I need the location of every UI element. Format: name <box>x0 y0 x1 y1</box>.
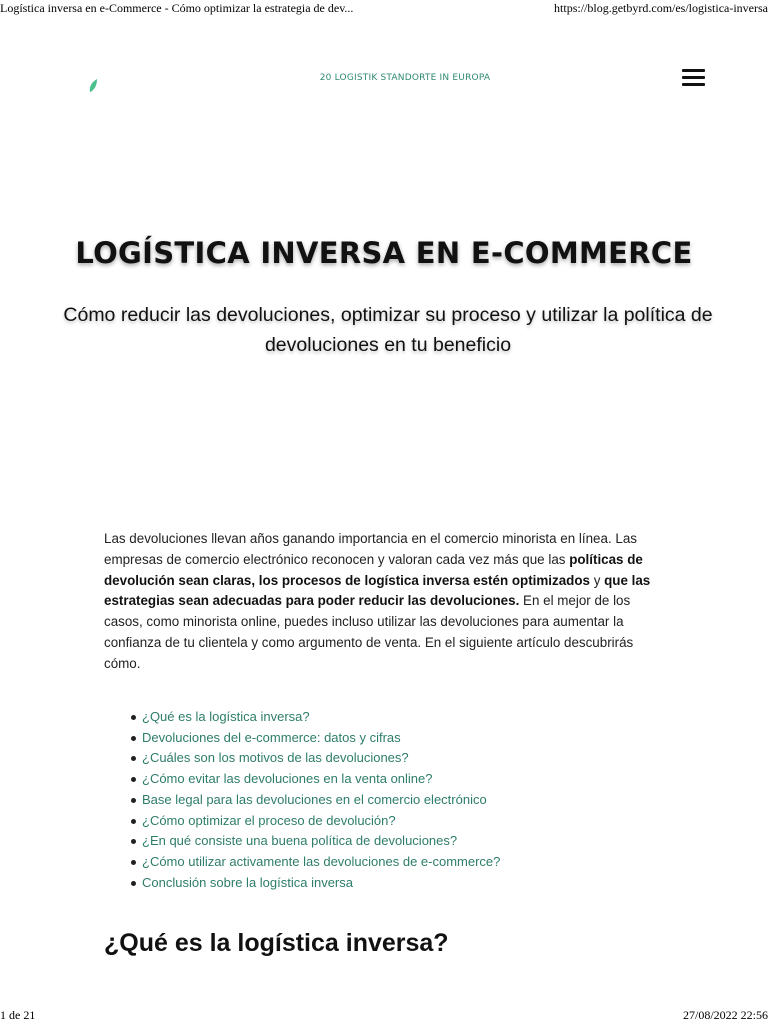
toc-link[interactable]: ¿Qué es la logística inversa? <box>142 709 310 724</box>
page-subtitle: Cómo reducir las devoluciones, optimizar su proceso y utilizar la política de devoluciones en tu beneficio <box>63 304 713 356</box>
print-header-title: Logística inversa en e-Commerce - Cómo optimizar la estrategia de dev... <box>0 1 354 15</box>
toc-link[interactable]: ¿Cómo utilizar activamente las devoluciones de e-commerce? <box>142 853 501 869</box>
toc-item <box>142 852 500 873</box>
toc-link[interactable]: Base legal para las devoluciones en el comercio electrónico <box>142 791 487 807</box>
toc-link[interactable]: ¿Cómo evitar las devoluciones en la venta online? <box>142 771 433 787</box>
toc-item <box>142 707 500 728</box>
table-of-contents <box>104 707 500 893</box>
toc-item <box>142 873 500 894</box>
page-title: LOGÍSTICA INVERSA EN E-COMMERCE <box>75 236 693 270</box>
print-footer-page: 1 de 21 <box>0 1008 36 1022</box>
intro-paragraph <box>104 529 652 675</box>
toc-item <box>142 728 500 749</box>
intro-text-2: y <box>589 572 605 588</box>
intro-text-3: En el mejor de los casos, como minorista online, puedes incluso utilizar las devoluciones para aumentar la confianza de tu clientela y como argumento de venta. En el siguiente artículo descubrirás cómo. <box>104 593 634 671</box>
section-heading: ¿Qué es la logística inversa? <box>104 929 449 957</box>
print-footer-datetime: 27/08/2022 22:56 <box>682 1008 768 1022</box>
intro-bold-2: que las estrategias sean adecuadas para poder reducir las devoluciones. <box>104 572 651 609</box>
intro-text-1: Las devoluciones llevan años ganando importancia en el comercio minorista en línea. Las empresas de comercio electrónico reconocen y valoran cada vez más que las <box>104 531 637 567</box>
print-header-url: https://blog.getbyrd.com/es/logistica-inversa <box>554 1 768 15</box>
toc-item <box>142 811 500 832</box>
toc-link[interactable]: ¿Cómo optimizar el proceso de devolución? <box>142 812 396 828</box>
topbar-announcement: 20 LOGISTIK STANDORTE IN EUROPA <box>319 73 491 83</box>
toc-item <box>142 769 500 790</box>
toc-link[interactable]: ¿En qué consiste una buena política de devoluciones? <box>142 833 458 849</box>
toc-link[interactable]: Conclusión sobre la logística inversa <box>142 874 353 890</box>
toc-link[interactable]: ¿Cuáles son los motivos de las devoluciones? <box>142 750 409 766</box>
toc-item <box>142 748 500 769</box>
toc-item <box>142 790 500 811</box>
hamburger-menu-icon[interactable] <box>682 69 705 87</box>
toc-item <box>142 831 500 852</box>
toc-link[interactable]: Devoluciones del e-commerce: datos y cifras <box>142 729 401 745</box>
intro-bold-1: políticas de devolución sean claras, los procesos de logística inversa estén optimizados <box>104 551 643 588</box>
